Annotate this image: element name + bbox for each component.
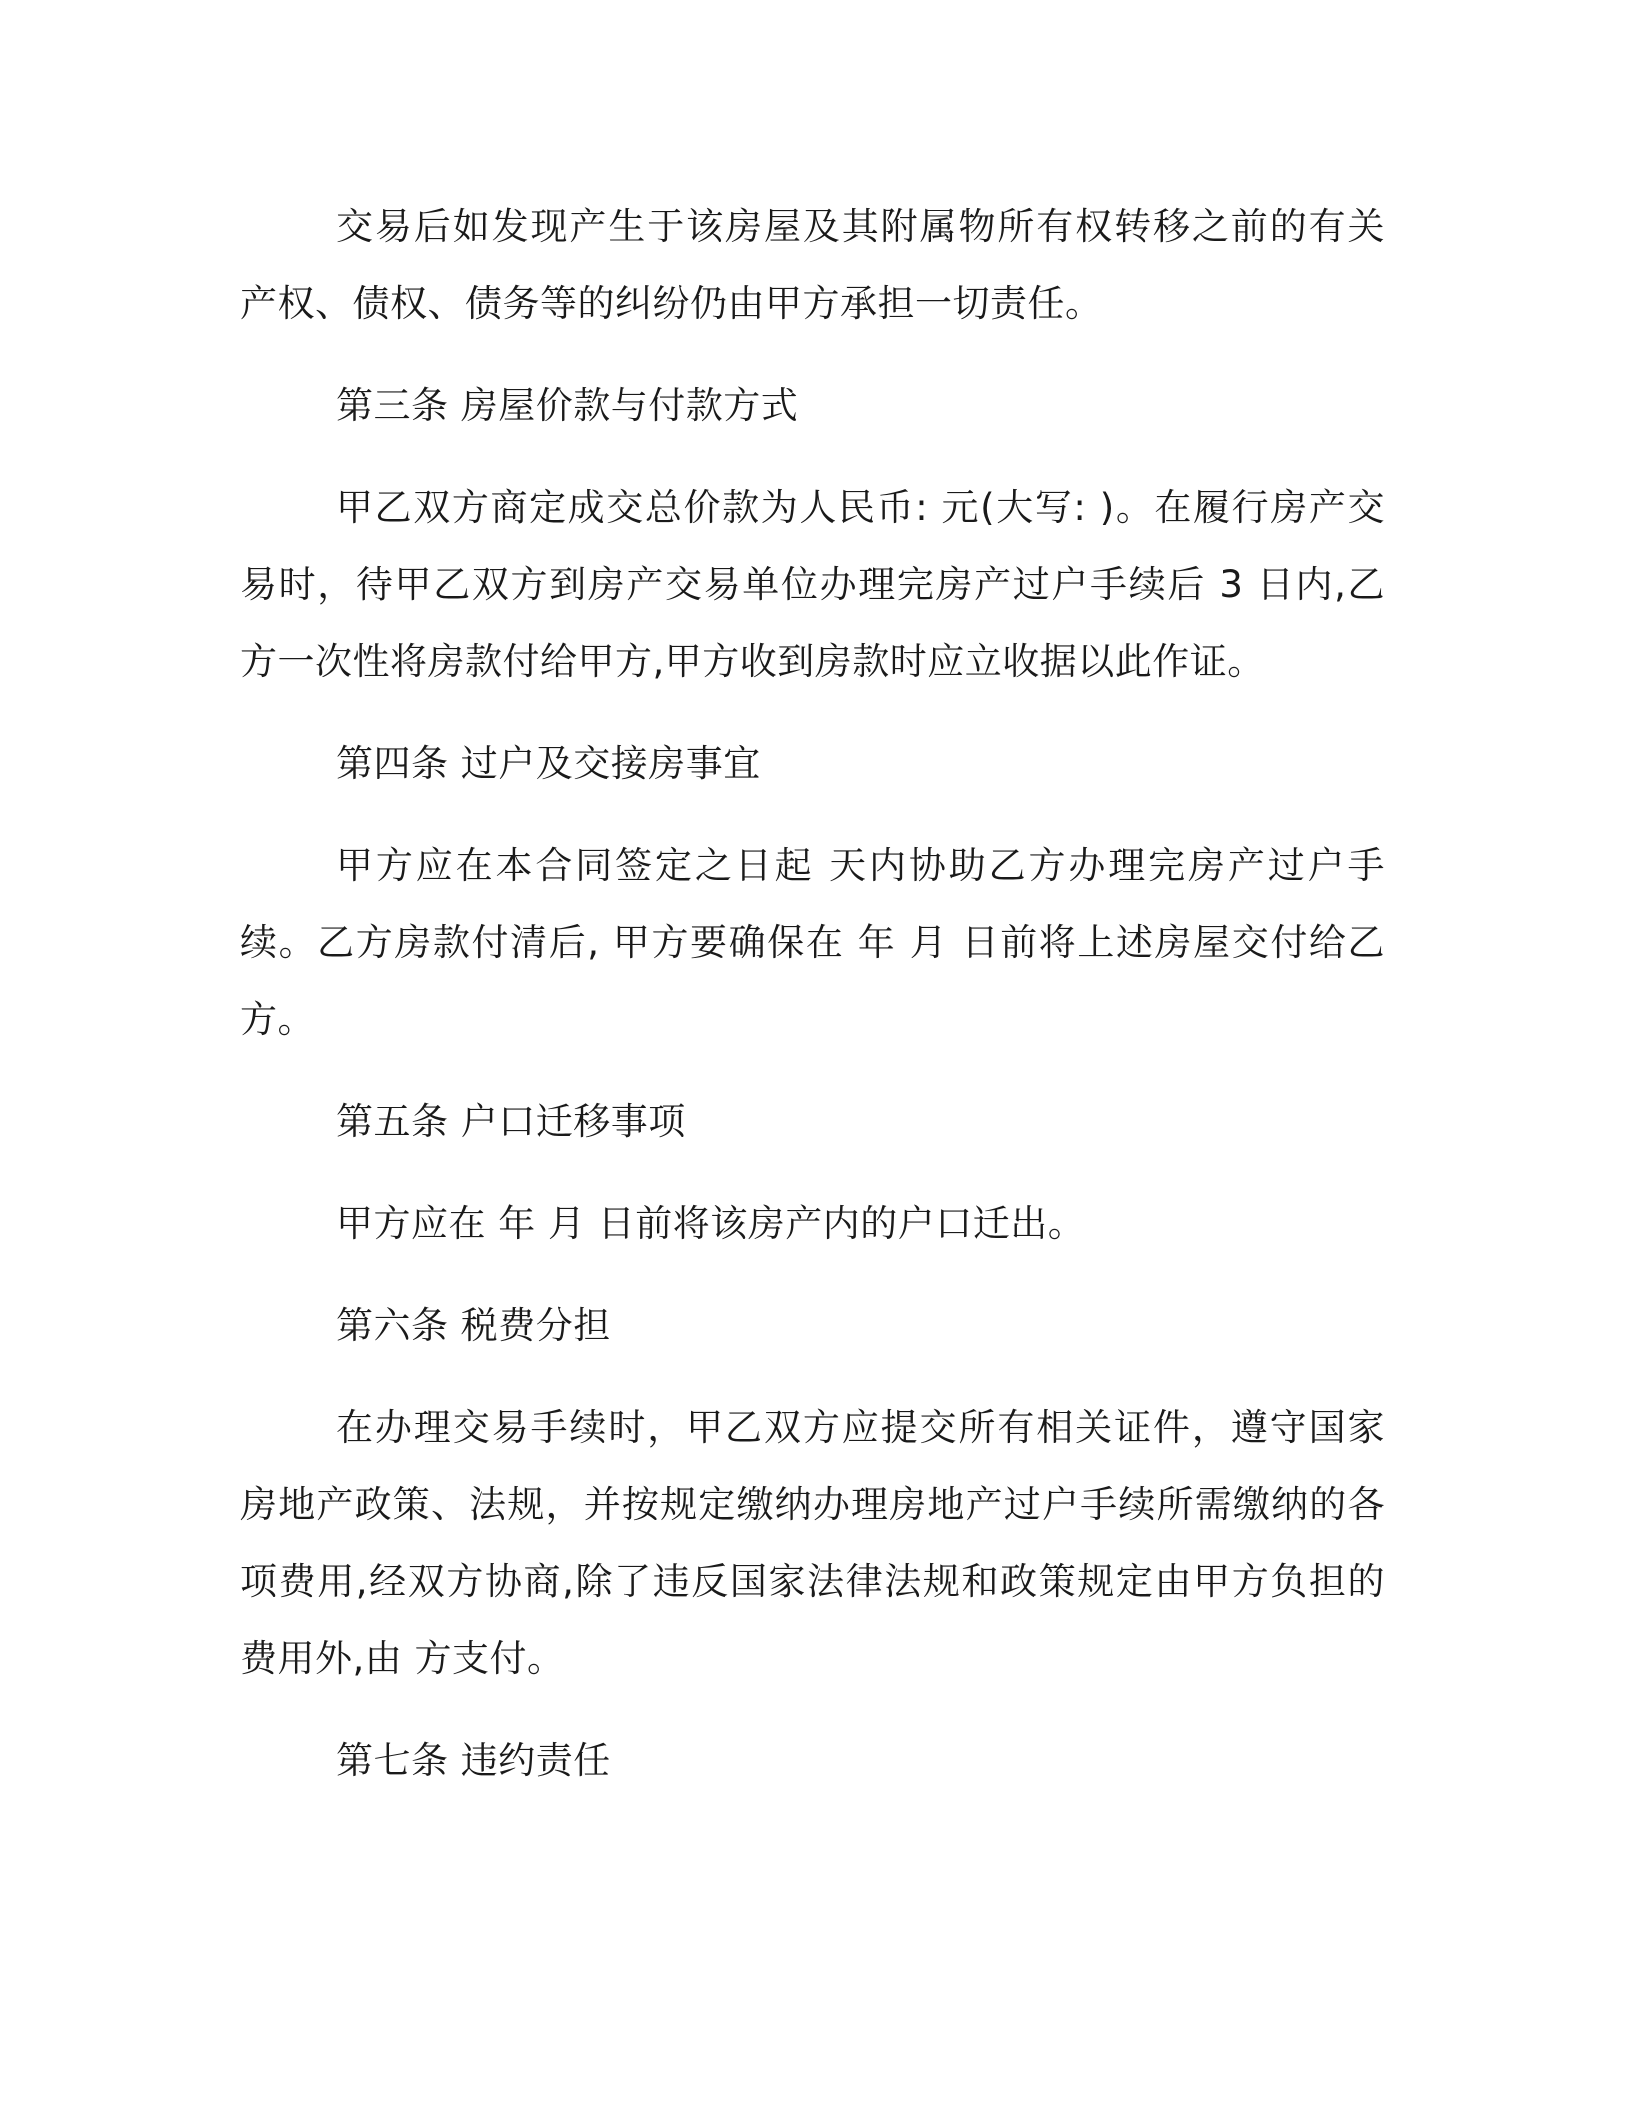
paragraph-transfer-handover: 甲方应在本合同签定之日起 天内协助乙方办理完房产过户手续。乙方房款付清后, 甲方要确保在 年 月 日前将上述房屋交付给乙方。: [240, 844, 1385, 1041]
paragraph-tax-sharing: 在办理交易手续时，甲乙双方应提交所有相关证件，遵守国家房地产政策、法规，并按规定缴纳办理房地产过户手续所需缴纳的各项费用,经双方协商,除了违反国家法律法规和政策规定由甲方负担的费用外,由 方支付。: [240, 1406, 1385, 1680]
paragraph-liability: 交易后如发现产生于该房屋及其附属物所有权转移之前的有关产权、债权、债务等的纠纷仍由甲方承担一切责任。: [240, 205, 1385, 325]
heading-article-4: 第四条 过户及交接房事宜: [336, 742, 761, 785]
paragraph-household-registration: 甲方应在 年 月 日前将该房产内的户口迁出。: [336, 1202, 1086, 1245]
heading-article-7: 第七条 违约责任: [336, 1739, 611, 1782]
heading-article-3: 第三条 房屋价款与付款方式: [336, 384, 799, 427]
paragraph-price-payment: 甲乙双方商定成交总价款为人民币: 元(大写: )。在履行房产交易时，待甲乙双方到房产交易单位办理完房产过户手续后 3 日内,乙方一次性将房款付给甲方,甲方收到房款时应立收据以此作证。: [240, 486, 1385, 683]
heading-article-5: 第五条 户口迁移事项: [336, 1100, 686, 1143]
heading-article-6: 第六条 税费分担: [336, 1304, 611, 1347]
document-page: [240, 188, 1385, 1824]
